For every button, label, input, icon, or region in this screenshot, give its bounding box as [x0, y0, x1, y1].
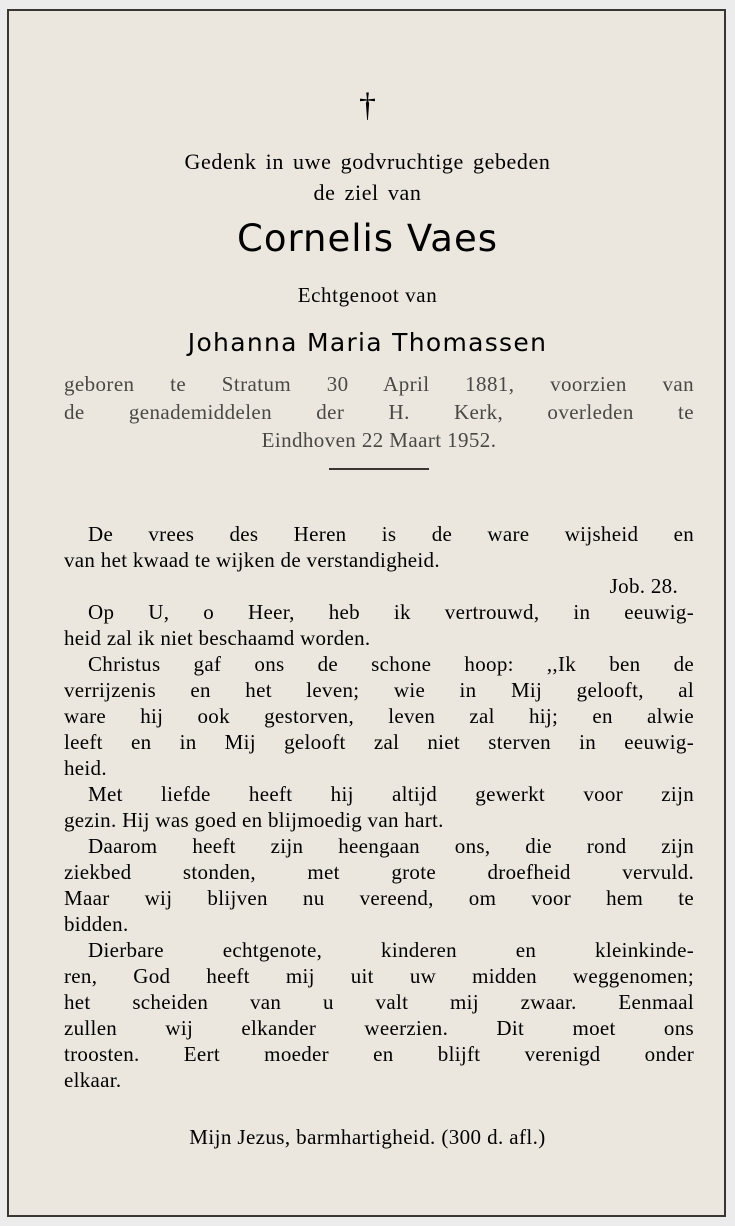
verse-line: elkaar.	[64, 1068, 122, 1092]
verse-line: gezin. Hij was goed en blijmoedig van hart.	[64, 808, 444, 832]
verse-line: ziekbed stonden, met grote droefheid vervuld.	[64, 860, 694, 884]
verse-line: ware hij ook gestorven, leven zal hij; en alwie	[64, 704, 694, 728]
verse-line: Daarom heeft zijn heengaan ons, die rond zijn	[88, 834, 694, 858]
verse-line: troosten. Eert moeder en blijft verenigd onder	[64, 1042, 694, 1066]
deceased-name: Cornelis Vaes	[237, 217, 498, 260]
intro-line-2: de ziel van	[313, 180, 422, 205]
birth-death-line-2: de genademiddelen der H. Kerk, overleden te	[64, 400, 694, 424]
divider-rule	[329, 468, 429, 470]
verses-text	[64, 521, 694, 1093]
spouse-name: Johanna Maria Thomassen	[187, 328, 548, 357]
verse-line: van het kwaad te wijken de verstandigheid.	[64, 548, 440, 572]
intro-text	[0, 146, 735, 208]
verse-line: Maar wij blijven nu vereend, om voor hem te	[64, 886, 694, 910]
verse-line: verrijzenis en het leven; wie in Mij gelooft, al	[64, 678, 694, 702]
verse-line: zullen wij elkander weerzien. Dit moet ons	[64, 1016, 694, 1040]
cross-icon: †	[359, 87, 376, 124]
verse-line: Op U, o Heer, heb ik vertrouwd, in eeuwig-	[88, 600, 694, 624]
verse-line: leeft en in Mij gelooft zal niet sterven in eeuwig-	[64, 730, 694, 754]
verse-line: Dierbare echtgenote, kinderen en kleinkinde-	[88, 938, 694, 962]
verse-line: heid.	[64, 756, 107, 780]
intro-line-1: Gedenk in uwe godvruchtige gebeden	[184, 149, 551, 174]
birth-death-text	[64, 370, 694, 454]
verse-line: het scheiden van u valt mij zwaar. Eenmaal	[64, 990, 694, 1014]
verse-line: Met liefde heeft hij altijd gewerkt voor zijn	[88, 782, 694, 806]
verse-line: Christus gaf ons de schone hoop: ,,Ik ben de	[88, 652, 694, 676]
verse-line: heid zal ik niet beschaamd worden.	[64, 626, 371, 650]
birth-death-line-3: Eindhoven 22 Maart 1952.	[261, 428, 497, 452]
verse-citation: Job. 28.	[609, 574, 678, 598]
spouse-intro: Echtgenoot van	[297, 283, 438, 307]
birth-death-line-1: geboren te Stratum 30 April 1881, voorzien van	[64, 372, 694, 396]
closing-prayer: Mijn Jezus, barmhartigheid. (300 d. afl.)	[189, 1125, 546, 1149]
verse-line: ren, God heeft mij uit uw midden weggenomen;	[64, 964, 694, 988]
verse-line: bidden.	[64, 912, 129, 936]
verse-line: De vrees des Heren is de ware wijsheid en	[88, 522, 694, 546]
